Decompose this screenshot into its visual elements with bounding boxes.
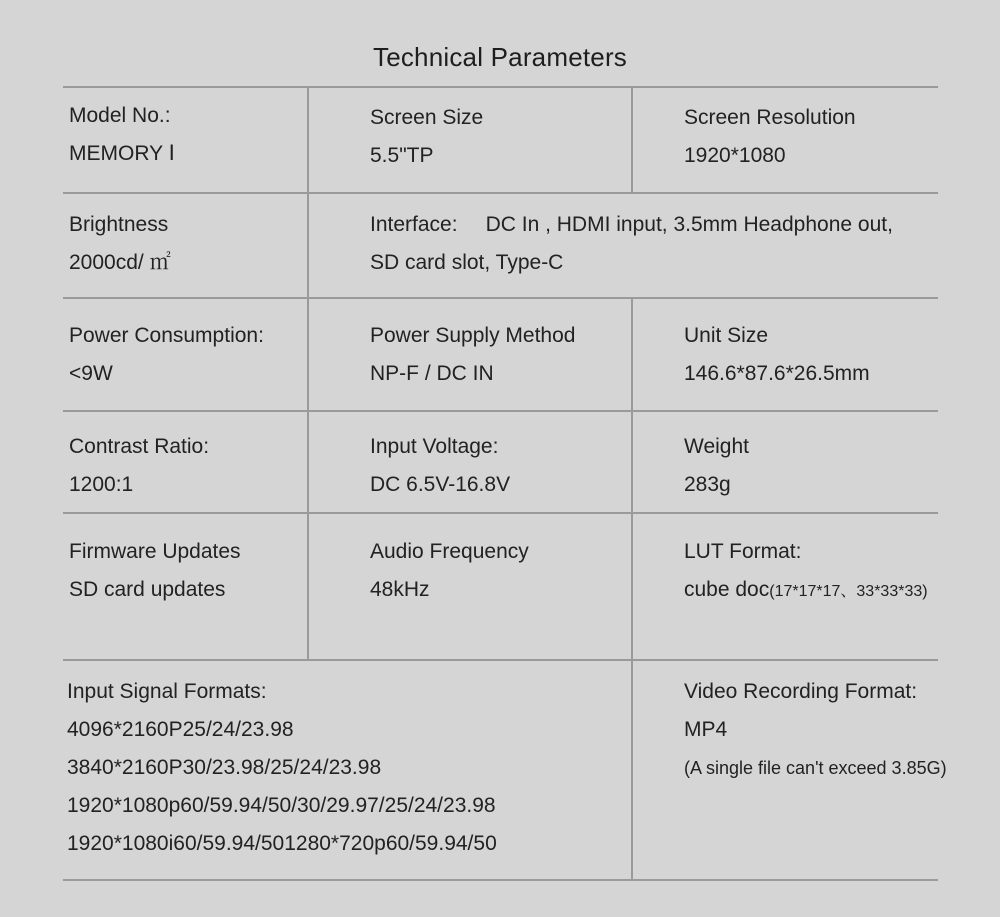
spec-label: Power Consumption:	[69, 324, 264, 347]
spec-value: cube doc	[684, 578, 770, 601]
row-divider	[63, 410, 938, 412]
spec-contrast-ratio	[69, 428, 209, 504]
spec-value: <9W	[69, 362, 113, 385]
spec-value: NP-F / DC IN	[370, 362, 494, 385]
spec-weight	[684, 428, 749, 504]
spec-label: Interface:	[370, 213, 458, 236]
spec-label: Power Supply Method	[370, 324, 576, 347]
spec-interface	[370, 206, 893, 282]
spec-value: 2000cd/ ㎡	[69, 251, 171, 274]
spec-label: Model No.:	[69, 104, 171, 127]
spec-label: Brightness	[69, 213, 169, 236]
column-divider	[307, 88, 309, 659]
page-title: Technical Parameters	[373, 42, 627, 72]
row-divider	[63, 192, 938, 194]
spec-power-consumption	[69, 317, 264, 393]
signal-format: 1920*1080i60/59.94/501280*720p60/59.94/50	[67, 832, 497, 855]
spec-input-voltage	[370, 428, 510, 504]
spec-value: MP4	[684, 718, 728, 741]
signal-format: 1920*1080p60/59.94/50/30/29.97/25/24/23.98	[67, 794, 496, 817]
spec-value: SD card slot, Type-C	[370, 251, 564, 274]
spec-label: Audio Frequency	[370, 540, 529, 563]
spec-value: 48kHz	[370, 578, 430, 601]
spec-value: DC 6.5V-16.8V	[370, 473, 511, 496]
column-divider	[631, 299, 633, 879]
spec-label: Input Voltage:	[370, 435, 499, 458]
spec-screen-resolution	[684, 99, 856, 175]
spec-value: MEMORY Ⅰ	[69, 142, 175, 165]
column-divider	[631, 88, 633, 192]
signal-format: 3840*2160P30/23.98/25/24/23.98	[67, 756, 382, 779]
spec-firmware-updates	[69, 533, 241, 609]
spec-label: Weight	[684, 435, 749, 458]
spec-lut-format	[684, 533, 928, 611]
spec-audio-frequency	[370, 533, 529, 609]
signal-format: 4096*2160P25/24/23.98	[67, 718, 294, 741]
spec-note: (A single file can't exceed 3.85G)	[684, 758, 947, 778]
spec-label: Screen Resolution	[684, 106, 856, 129]
spec-screen-size	[370, 99, 483, 175]
spec-label: Firmware Updates	[69, 540, 241, 563]
spec-brightness	[69, 206, 171, 282]
spec-label: Video Recording Format:	[684, 680, 918, 703]
spec-label: Unit Size	[684, 324, 769, 347]
spec-value: 283g	[684, 473, 731, 496]
row-divider	[63, 659, 938, 661]
row-divider	[63, 512, 938, 514]
spec-label: Input Signal Formats:	[67, 680, 267, 703]
spec-value: 1200:1	[69, 473, 134, 496]
spec-power-supply	[370, 317, 575, 393]
spec-input-signal-formats	[67, 673, 497, 863]
spec-label: Screen Size	[370, 106, 484, 129]
spec-value: 146.6*87.6*26.5mm	[684, 362, 870, 385]
row-divider	[63, 297, 938, 299]
spec-label: Contrast Ratio:	[69, 435, 210, 458]
spec-value: 5.5"TP	[370, 144, 434, 167]
spec-value: 1920*1080	[684, 144, 786, 167]
spec-model	[69, 97, 175, 173]
spec-value-detail: (17*17*17、33*33*33)	[769, 583, 928, 600]
spec-video-recording	[684, 673, 947, 787]
spec-unit-size	[684, 317, 870, 393]
row-divider	[63, 86, 938, 88]
spec-label: LUT Format:	[684, 540, 802, 563]
spec-value: SD card updates	[69, 578, 226, 601]
spec-value: DC In , HDMI input, 3.5mm Headphone out,	[485, 213, 893, 236]
row-divider	[63, 879, 938, 881]
